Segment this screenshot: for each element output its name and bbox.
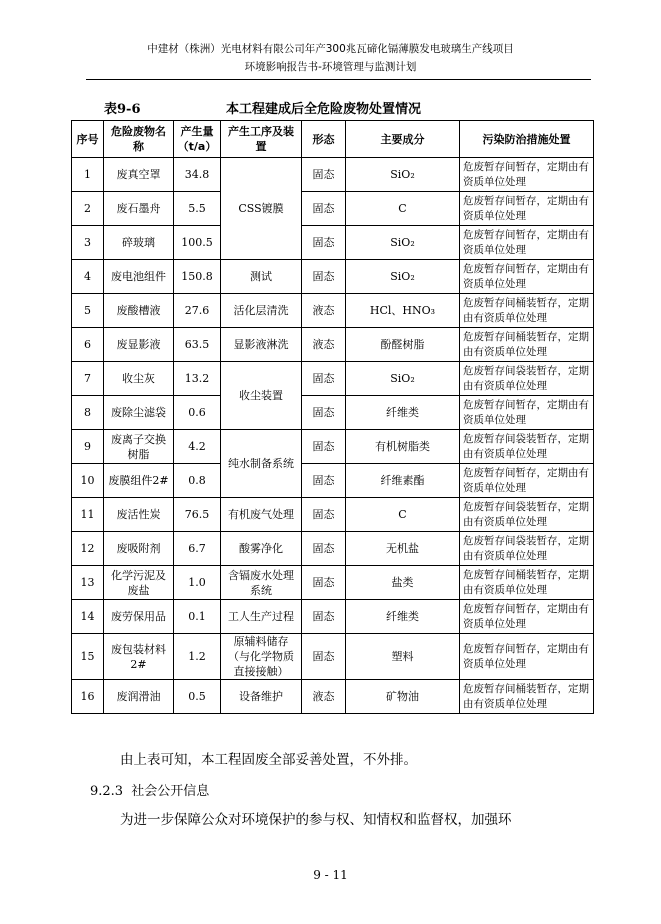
header-amount: 产生量（t/a） [174,121,221,158]
table-row [72,294,594,328]
cell-process: 显影液淋洗 [221,328,302,362]
cell-treatment: 危废暂存间暂存，定期由有资质单位处理 [460,158,594,192]
cell-treatment: 危废暂存间暂存，定期由有资质单位处理 [460,192,594,226]
header-line-1: 中建材（株洲）光电材料有限公司年产300兆瓦碲化镉薄膜发电玻璃生产线项目 [147,43,514,55]
header-treatment: 污染防治措施处置 [460,121,594,158]
cell-component: C [346,498,460,532]
cell-seq: 3 [72,226,104,260]
table-row [72,566,594,600]
cell-seq: 16 [72,680,104,714]
cell-name: 化学污泥及废盐 [104,566,174,600]
cell-treatment: 危废暂存间袋装暂存，定期由有资质单位处理 [460,362,594,396]
cell-amount: 0.6 [174,396,221,430]
page-header [0,40,661,76]
cell-seq: 12 [72,532,104,566]
cell-amount: 150.8 [174,260,221,294]
table-number: 表9-6 [104,102,141,117]
cell-state: 固态 [302,192,346,226]
cell-seq: 1 [72,158,104,192]
header-process: 产生工序及装置 [221,121,302,158]
header-divider [86,79,591,80]
section-number: 9.2.3 [90,784,124,799]
cell-process: 工人生产过程 [221,600,302,634]
cell-component: 无机盐 [346,532,460,566]
cell-process: 含镉废水处理系统 [221,566,302,600]
table-row [72,464,594,498]
table-row [72,498,594,532]
table-row [72,634,594,680]
cell-process: 原辅料储存（与化学物质直接接触） [221,634,302,680]
cell-state: 固态 [302,634,346,680]
table-row [72,396,594,430]
cell-process: 测试 [221,260,302,294]
cell-state: 固态 [302,260,346,294]
cell-amount: 76.5 [174,498,221,532]
table-row [72,680,594,714]
table-row [72,362,594,396]
cell-state: 固态 [302,226,346,260]
cell-amount: 63.5 [174,328,221,362]
cell-treatment: 危废暂存间袋装暂存，定期由有资质单位处理 [460,532,594,566]
header-component: 主要成分 [346,121,460,158]
cell-amount: 100.5 [174,226,221,260]
cell-seq: 9 [72,430,104,464]
cell-treatment: 危废暂存间暂存，定期由有资质单位处理 [460,260,594,294]
cell-state: 固态 [302,566,346,600]
cell-treatment: 危废暂存间暂存，定期由有资质单位处理 [460,226,594,260]
cell-name: 收尘灰 [104,362,174,396]
cell-name: 废劳保用品 [104,600,174,634]
cell-process: CSS镀膜 [221,158,302,260]
cell-state: 固态 [302,464,346,498]
cell-component: 纤维素酯 [346,464,460,498]
cell-component: SiO₂ [346,260,460,294]
cell-seq: 8 [72,396,104,430]
cell-seq: 4 [72,260,104,294]
cell-treatment: 危废暂存间袋装暂存，定期由有资质单位处理 [460,498,594,532]
cell-amount: 0.5 [174,680,221,714]
cell-component: SiO₂ [346,158,460,192]
table-row [72,192,594,226]
cell-treatment: 危废暂存间桶装暂存，定期由有资质单位处理 [460,680,594,714]
cell-seq: 2 [72,192,104,226]
cell-process: 设备维护 [221,680,302,714]
cell-name: 废膜组件2# [104,464,174,498]
cell-treatment: 危废暂存间桶装暂存，定期由有资质单位处理 [460,294,594,328]
cell-treatment: 危废暂存间桶装暂存，定期由有资质单位处理 [460,566,594,600]
cell-state: 固态 [302,600,346,634]
cell-amount: 34.8 [174,158,221,192]
cell-seq: 7 [72,362,104,396]
cell-process: 纯水制备系统 [221,430,302,498]
cell-name: 碎玻璃 [104,226,174,260]
header-name: 危险废物名称 [104,121,174,158]
cell-amount: 1.0 [174,566,221,600]
hazardous-waste-table [71,120,594,714]
cell-state: 固态 [302,362,346,396]
cell-seq: 14 [72,600,104,634]
cell-name: 废显影液 [104,328,174,362]
cell-component: 纤维类 [346,396,460,430]
cell-component: 酚醛树脂 [346,328,460,362]
cell-amount: 1.2 [174,634,221,680]
cell-state: 固态 [302,158,346,192]
cell-seq: 6 [72,328,104,362]
cell-seq: 13 [72,566,104,600]
cell-amount: 6.7 [174,532,221,566]
cell-component: SiO₂ [346,226,460,260]
cell-state: 固态 [302,396,346,430]
cell-treatment: 危废暂存间暂存，定期由有资质单位处理 [460,634,594,680]
cell-treatment: 危废暂存间暂存，定期由有资质单位处理 [460,396,594,430]
cell-treatment: 危废暂存间暂存，定期由有资质单位处理 [460,600,594,634]
cell-seq: 15 [72,634,104,680]
page-number: 9 - 11 [313,868,348,882]
cell-treatment: 危废暂存间桶装暂存，定期由有资质单位处理 [460,328,594,362]
table-row [72,600,594,634]
cell-name: 废润滑油 [104,680,174,714]
cell-component: HCl、HNO₃ [346,294,460,328]
table-row [72,430,594,464]
cell-name: 废石墨舟 [104,192,174,226]
cell-state: 液态 [302,680,346,714]
cell-amount: 4.2 [174,430,221,464]
cell-component: C [346,192,460,226]
cell-state: 液态 [302,294,346,328]
cell-seq: 10 [72,464,104,498]
table-body [72,158,594,714]
cell-name: 废真空罩 [104,158,174,192]
cell-component: 矿物油 [346,680,460,714]
cell-name: 废酸槽液 [104,294,174,328]
cell-amount: 5.5 [174,192,221,226]
header-line-2: 环境影响报告书-环境管理与监测计划 [244,61,417,73]
cell-seq: 5 [72,294,104,328]
cell-name: 废吸附剂 [104,532,174,566]
cell-amount: 0.8 [174,464,221,498]
header-seq: 序号 [72,121,104,158]
cell-component: 塑料 [346,634,460,680]
table-title: 本工程建成后全危险废物处置情况 [226,102,422,117]
cell-process: 收尘装置 [221,362,302,430]
cell-name: 废活性炭 [104,498,174,532]
cell-amount: 0.1 [174,600,221,634]
cell-component: SiO₂ [346,362,460,396]
table-row [72,532,594,566]
table-row [72,328,594,362]
cell-component: 盐类 [346,566,460,600]
cell-amount: 13.2 [174,362,221,396]
table-header-row [72,121,594,158]
cell-component: 纤维类 [346,600,460,634]
cell-name: 废除尘滤袋 [104,396,174,430]
cell-component: 有机树脂类 [346,430,460,464]
section-heading [90,780,209,799]
cell-amount: 27.6 [174,294,221,328]
cell-state: 液态 [302,328,346,362]
table-row [72,158,594,192]
cell-name: 废包装材料2# [104,634,174,680]
cell-state: 固态 [302,498,346,532]
table-row [72,260,594,294]
cell-treatment: 危废暂存间暂存，定期由有资质单位处理 [460,464,594,498]
cell-state: 固态 [302,532,346,566]
cell-treatment: 危废暂存间袋装暂存，定期由有资质单位处理 [460,430,594,464]
cell-process: 活化层清洗 [221,294,302,328]
body-paragraph: 为进一步保障公众对环境保护的参与权、知情权和监督权，加强环 [120,812,512,828]
cell-name: 废电池组件 [104,260,174,294]
cell-name: 废离子交换树脂 [104,430,174,464]
cell-state: 固态 [302,430,346,464]
cell-seq: 11 [72,498,104,532]
header-state: 形态 [302,121,346,158]
table-row [72,226,594,260]
cell-process: 酸雾净化 [221,532,302,566]
cell-process: 有机废气处理 [221,498,302,532]
conclusion-text: 由上表可知，本工程固废全部妥善处置，不外排。 [120,752,417,768]
section-title: 社会公开信息 [131,784,210,799]
